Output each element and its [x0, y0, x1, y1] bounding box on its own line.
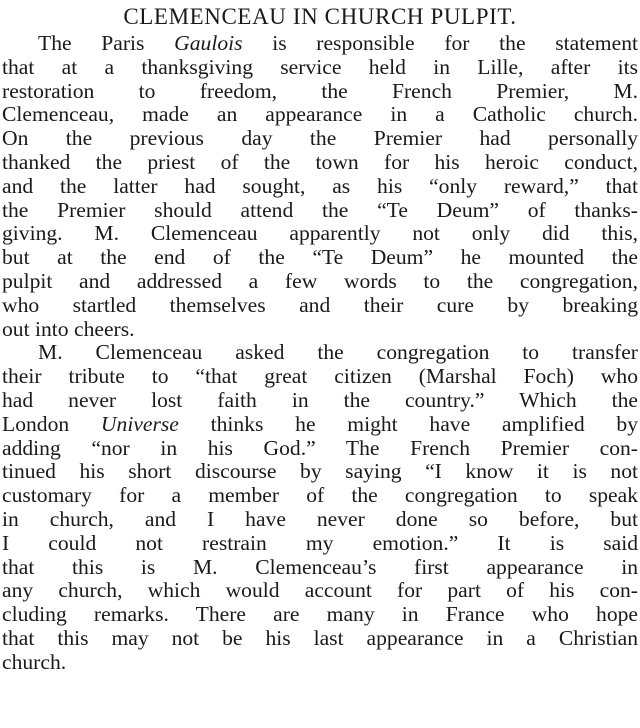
text-line: giving. M. Clemenceau apparently not only did this, [2, 221, 638, 246]
text-line: I could not restrain my emotion.” It is said [2, 530, 638, 555]
text-segment: The Paris [38, 31, 175, 55]
text-line: and the latter had sought, as his “only reward,” that [2, 173, 638, 198]
paragraph [2, 341, 638, 674]
text-line: but at the end of the “Te Deum” he mounted the [2, 245, 638, 270]
article-body [2, 32, 638, 675]
text-line [2, 32, 638, 56]
text-line: thanked the priest of the town for his heroic conduct, [2, 149, 638, 174]
text-line: adding “nor in his God.” The French Premier con- [2, 435, 638, 460]
text-line: cluding remarks. There are many in France who hope [2, 602, 638, 627]
text-line: pulpit and addressed a few words to the congregation, [2, 268, 638, 293]
text-segment: thinks he might have amplified by [178, 411, 638, 436]
text-line: M. Clemenceau asked the congregation to transfer [38, 340, 638, 365]
text-segment: London [2, 411, 101, 436]
article [2, 0, 638, 675]
article-title: CLEMENCEAU IN CHURCH PULPIT. [123, 4, 517, 29]
text-line [2, 413, 638, 437]
text-line: the Premier should attend the “Te Deum” of thanks- [2, 197, 638, 222]
italic-title: Universe [100, 411, 179, 436]
text-line: had never lost faith in the country.” Which the [2, 387, 638, 412]
paragraph [2, 32, 638, 341]
text-line: their tribute to “that great citizen (Marshal Foch) who [2, 364, 638, 389]
text-line: tinued his short discourse by saying “I know it is not [2, 459, 638, 484]
text-line: customary for a member of the congregation to speak [2, 483, 638, 508]
text-line: out into cheers. [2, 316, 135, 341]
text-line: restoration to freedom, the French Premier, M. [2, 78, 638, 103]
text-line: that this may not be his last appearance in a Christian [2, 625, 638, 650]
text-line: in church, and I have never done so before, but [2, 506, 638, 531]
text-line: any church, which would account for part of his con- [2, 578, 638, 603]
text-line: Clemenceau, made an appearance in a Catholic church. [2, 102, 638, 127]
italic-title: Gaulois [174, 31, 243, 55]
text-line: church. [2, 649, 67, 674]
text-line: On the previous day the Premier had personally [2, 126, 638, 151]
text-segment: is responsible for the statement [242, 31, 638, 55]
text-line: who startled themselves and their cure by breaking [2, 292, 638, 317]
text-line: that at a thanksgiving service held in Lille, after its [2, 54, 638, 79]
text-line: that this is M. Clemenceau’s first appearance in [2, 554, 638, 579]
